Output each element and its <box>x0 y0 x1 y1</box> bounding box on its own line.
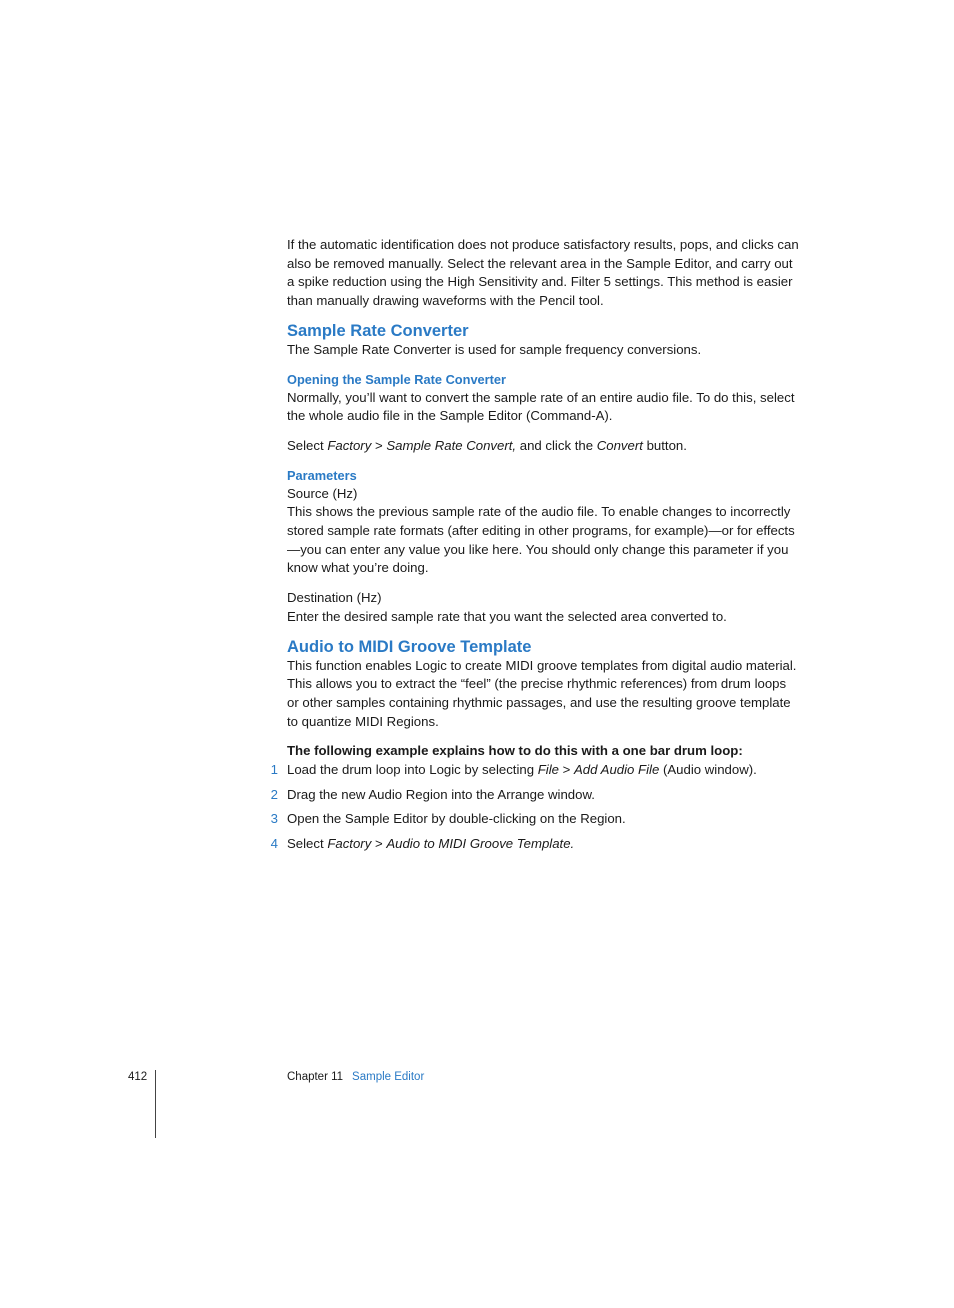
example-lead: The following example explains how to do this with a one bar drum loop: <box>287 743 743 759</box>
list-item: 3 Open the Sample Editor by double-clicking on the Region. <box>287 810 799 829</box>
step-number: 3 <box>270 811 278 827</box>
steps-list <box>270 761 799 854</box>
select-instruction: Select Factory > Sample Rate Convert, and click the Convert button. <box>287 437 687 453</box>
opening-paragraph: Normally, you’ll want to convert the sample rate of an entire audio file. To do this, select the whole audio file in the Sample Editor (Command-A). <box>287 389 795 424</box>
param-destination-label: Destination (Hz) <box>287 590 382 606</box>
param-source-text: This shows the previous sample rate of the audio file. To enable changes to incorrectly stored sample rate formats (after editing in other programs, for example)—or for effects—you can enter any value you like here. You should only change this parameter if you know what you’re doing. <box>287 504 795 576</box>
footer-divider <box>155 1070 156 1138</box>
intro-paragraph: If the automatic identification does not produce satisfactory results, pops, and clicks can also be removed manually. Select the relevant area in the Sample Editor, and carry out a spike reduction using the High Sensitivity and. Filter 5 settings. This method is easier than manually drawing waveforms with the Pencil tool. <box>287 237 799 309</box>
menu-factory: Factory <box>327 437 372 453</box>
step-number: 2 <box>270 786 278 802</box>
step-number: 4 <box>270 836 278 852</box>
step-number: 1 <box>270 762 278 778</box>
section-heading-audio-to-midi-groove: Audio to MIDI Groove Template <box>287 637 532 656</box>
param-source-label: Source (Hz) <box>287 485 358 501</box>
src-description: The Sample Rate Converter is used for sample frequency conversions. <box>287 341 702 357</box>
page-number: 412 <box>128 1071 148 1083</box>
subheading-opening-src: Opening the Sample Rate Converter <box>287 371 507 387</box>
page-content <box>270 236 799 860</box>
subheading-parameters: Parameters <box>287 467 357 483</box>
chapter-name: Sample Editor <box>352 1071 425 1083</box>
chapter-label: Chapter 11 <box>287 1071 344 1083</box>
list-item: 1 Load the drum loop into Logic by selecting File > Add Audio File (Audio window). <box>287 761 799 780</box>
convert-button-ref: Convert <box>596 437 643 453</box>
section-heading-sample-rate-converter: Sample Rate Converter <box>287 321 469 340</box>
list-item: 4 Select Factory > Audio to MIDI Groove Template. <box>287 835 799 854</box>
list-item: 2 Drag the new Audio Region into the Arrange window. <box>287 786 799 805</box>
groove-paragraph: This function enables Logic to create MIDI groove templates from digital audio material. This allows you to extract the “feel” (the precise rhythmic references) from drum loops or other samples containing rhythmic passages, and use the resulting groove template to quantize MIDI Regions. <box>287 657 797 729</box>
param-destination-text: Enter the desired sample rate that you want the selected area converted to. <box>287 608 727 624</box>
footer-chapter <box>287 1071 424 1083</box>
menu-sample-rate-convert: Sample Rate Convert, <box>386 437 517 453</box>
